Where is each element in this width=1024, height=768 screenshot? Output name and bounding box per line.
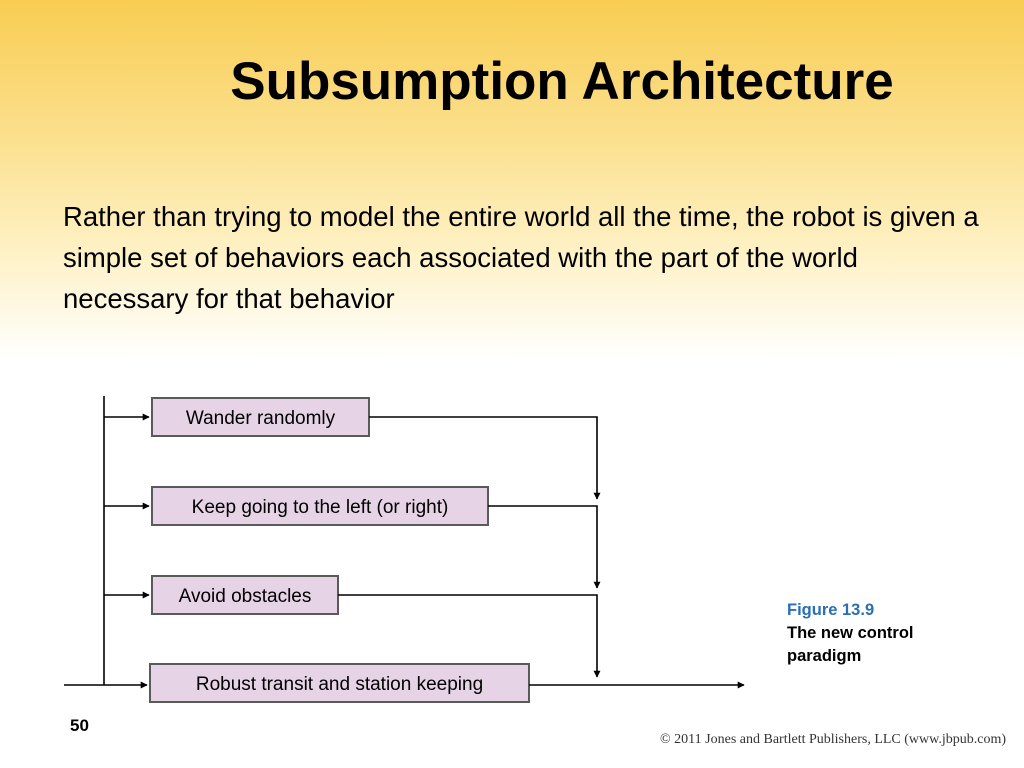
behavior-box-robust-transit: [150, 664, 529, 702]
page-number: 50: [70, 716, 89, 735]
figure-caption-line-2: paradigm: [787, 647, 862, 665]
figure-caption-line-1: The new control: [787, 624, 914, 642]
behavior-label-robust-transit: Robust transit and station keeping: [195, 674, 484, 695]
behavior-box-wander: [152, 398, 369, 436]
figure-caption: [787, 599, 914, 668]
slide-title: Subsumption Architecture: [230, 52, 894, 111]
slide-body-text: Rather than trying to model the entire world all the time, the robot is given a simple set of behaviors each associated with the part of the world necessary for that behavior: [63, 201, 979, 314]
behavior-label-avoid-obstacles: Avoid obstacles: [178, 586, 312, 607]
behavior-label-wander: Wander randomly: [185, 408, 336, 429]
behavior-box-keep-going: [152, 487, 488, 525]
behavior-label-keep-going: Keep going to the left (or right): [191, 497, 449, 518]
copyright-notice: © 2011 Jones and Bartlett Publishers, LLC (www.jbpub.com): [660, 732, 1006, 747]
output-line-2: [488, 506, 597, 588]
behavior-box-avoid-obstacles: [152, 576, 338, 614]
subsumption-diagram: [0, 380, 800, 720]
figure-number: Figure 13.9: [787, 601, 875, 619]
